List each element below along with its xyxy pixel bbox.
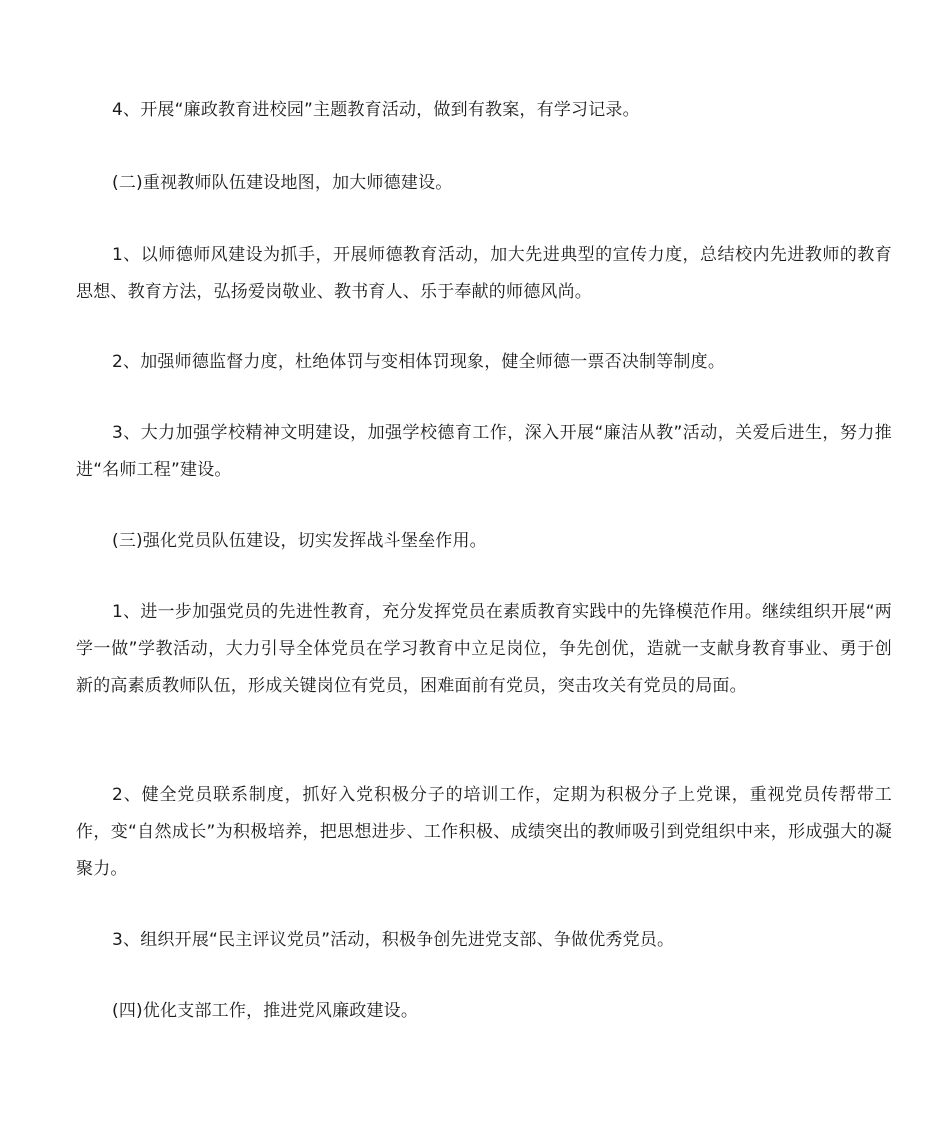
- paragraph-item-2-ethics-supervision: 2、加强师德监督力度，杜绝体罚与变相体罚现象，健全师德一票否决制等制度。: [112, 352, 726, 372]
- section-heading-teacher-team: (二)重视教师队伍建设地图，加大师德建设。: [112, 173, 453, 193]
- section-heading-party-members: (三)强化党员队伍建设，切实发挥战斗堡垒作用。: [112, 531, 487, 551]
- paragraph-item-1-party-education: 1、进一步加强党员的先进性教育，充分发挥党员在素质教育实践中的先锋模范作用。继续组织开展“两学一做”学教活动，大力引导全体党员在学习教育中立足岗位，争先创优，造就一支献身教育事业、勇于创新的高素质教师队伍，形成关键岗位有党员，困难面前有党员，突击攻关有党员的局面。: [76, 602, 892, 696]
- paragraph-item-1-teacher-ethics: 1、以师德师风建设为抓手，开展师德教育活动，加大先进典型的宣传力度，总结校内先进教师的教育思想、教育方法，弘扬爱岗敬业、教书育人、乐于奉献的师德风尚。: [76, 245, 892, 302]
- paragraph-item-2-party-contact: 2、健全党员联系制度，抓好入党积极分子的培训工作，定期为积极分子上党课，重视党员传帮带工作，变“自然成长”为积极培养，把思想进步、工作积极、成绩突出的教师吸引到党组织中来，形成强大的凝聚力。: [76, 785, 892, 879]
- paragraph-item-3-democratic-review: 3、组织开展“民主评议党员”活动，积极争创先进党支部、争做优秀党员。: [112, 930, 675, 950]
- paragraph-item-3-spiritual-civilization: 3、大力加强学校精神文明建设，加强学校德育工作，深入开展“廉洁从教”活动，关爱后进生，努力推进“名师工程”建设。: [76, 423, 892, 480]
- paragraph-item-4-campus-integrity: 4、开展“廉政教育进校园”主题教育活动，做到有教案，有学习记录。: [112, 100, 640, 120]
- section-heading-branch-work: (四)优化支部工作，推进党风廉政建设。: [112, 1001, 419, 1021]
